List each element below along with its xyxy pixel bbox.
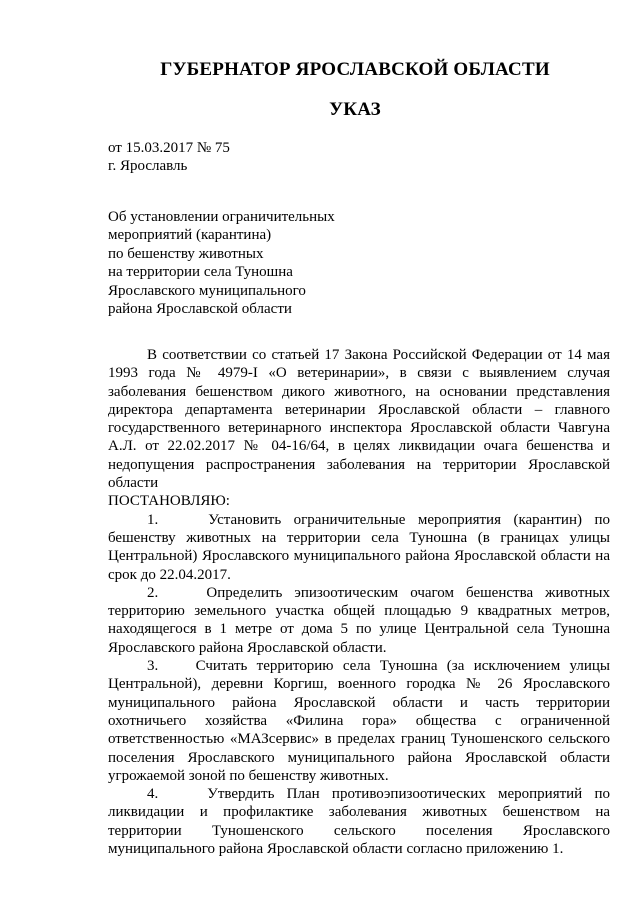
subject-line: района Ярославской области bbox=[108, 301, 292, 318]
subject-block bbox=[108, 208, 335, 318]
document-type-title: УКАЗ bbox=[329, 99, 381, 120]
organization-title: ГУБЕРНАТОР ЯРОСЛАВСКОЙ ОБЛАСТИ bbox=[160, 59, 550, 80]
date-number: от 15.03.2017 № 75 bbox=[108, 140, 230, 156]
document-body bbox=[108, 346, 610, 858]
list-item bbox=[108, 657, 610, 785]
list-item bbox=[108, 785, 610, 858]
decree-word: ПОСТАНОВЛЯЮ: bbox=[108, 493, 230, 510]
item-number: 3. bbox=[147, 658, 159, 675]
item-number: 2. bbox=[147, 584, 159, 601]
subject-line: мероприятий (карантина) bbox=[108, 227, 272, 244]
subject-line: на территории села Туношна bbox=[108, 264, 293, 281]
list-item bbox=[108, 511, 610, 584]
item-number: 4. bbox=[147, 786, 159, 803]
subject-line: Ярославского муниципального bbox=[108, 282, 306, 299]
subject-line: по бешенству животных bbox=[108, 245, 264, 262]
preamble-paragraph: В соответствии со статьей 17 Закона Российской Федерации от 14 мая 1993 года № 4979-I «О ветеринарии», в связи с выявлением случая заболевания бешенством дикого животного, на основании представления директора департамента ветеринарии Ярославской области – главного государственного ветеринарного инспектора Ярославской области Чавгуна А.Л. от 22.02.2017 № 04-16/64, в целях ликвидации очага бешенства и недопущения распространения заболевания на территории Ярославской области bbox=[108, 347, 610, 492]
item-text: Определить эпизоотическим очагом бешенства животных территорию земельного участка общей площадью 9 квадратных метров, находящегося в 1 метре от дома 5 по улице Центральной села Туношна Ярославского района Ярославской области. bbox=[108, 584, 610, 656]
subject-line: Об установлении ограничительных bbox=[108, 209, 335, 225]
item-text: Считать территорию села Туношна (за исключением улицы Центральной), деревни Коргиш, военного городка № 26 Ярославского муниципального района Ярославской области и часть территории охотничьего хозяйства «Филина гора» общества с ограниченной ответственностью «МАЗсервис» в пределах границ Туношенского сельского поселения Ярославского муниципального района Ярославской области угрожаемой зоной по бешенству животных. bbox=[108, 658, 610, 784]
item-text: Установить ограничительные мероприятия (карантин) по бешенству животных на территории села Туношна (в границах улицы Центральной) Ярославского муниципального района Ярославской области на срок до 22.04.2017. bbox=[108, 511, 611, 583]
city: г. Ярославль bbox=[108, 158, 188, 174]
item-number: 1. bbox=[147, 511, 159, 528]
list-item bbox=[108, 584, 610, 657]
item-text: Утвердить План противоэпизоотических мероприятий по ликвидации и профилактике заболевания животных бешенством на территории Туношенского сельского поселения Ярославского муниципального района Ярославской области согласно приложению 1. bbox=[108, 786, 610, 858]
